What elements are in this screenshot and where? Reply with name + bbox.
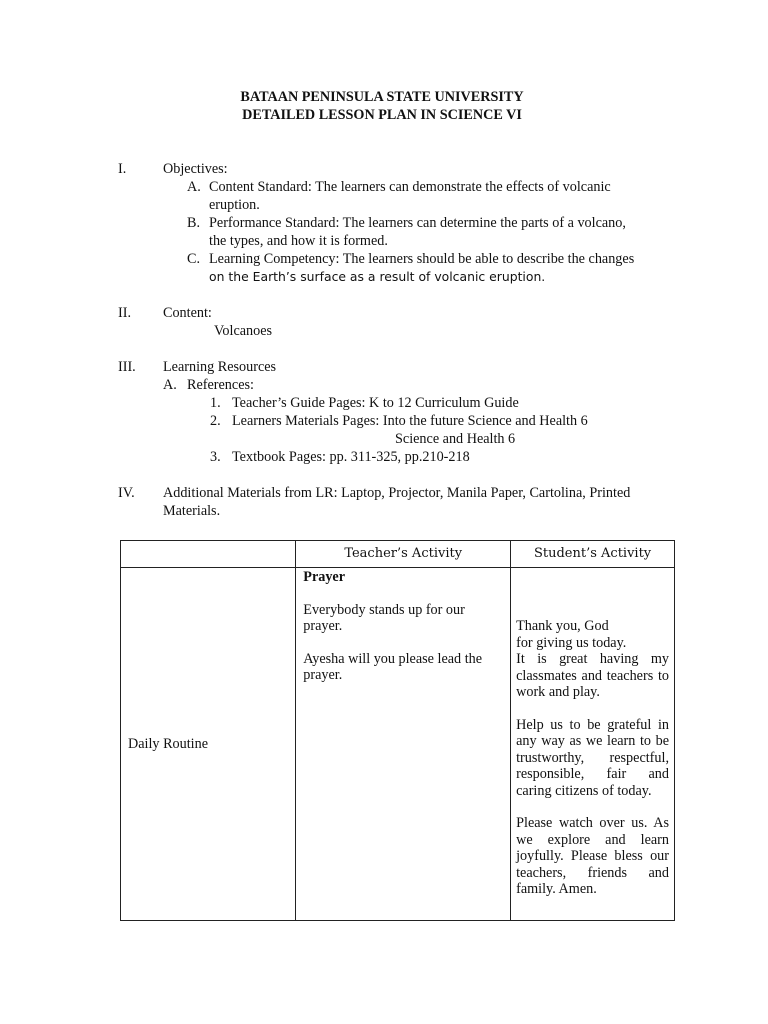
content-numeral: II.: [118, 305, 131, 321]
table-header-student: Student’s Activity: [511, 541, 675, 568]
objectives-title: Objectives:: [163, 161, 228, 177]
document-header: [0, 88, 768, 124]
objective-a-line2: eruption.: [209, 197, 260, 213]
materials-line2: Materials.: [163, 503, 221, 519]
reference-2-num: 2.: [210, 413, 221, 429]
table-header-teacher: Teacher’s Activity: [296, 541, 511, 568]
references-letter: A.: [163, 377, 177, 393]
row-label-daily-routine: Daily Routine: [121, 568, 296, 921]
objective-a-line1: Content Standard: The learners can demonstrate the effects of volcanic: [209, 179, 611, 195]
reference-2-text: Learners Materials Pages: Into the future Science and Health 6: [232, 413, 588, 429]
teacher-activity-para1: Everybody stands up for our prayer.: [303, 601, 465, 634]
reference-3-num: 3.: [210, 449, 221, 465]
table-row-daily-routine: [121, 568, 675, 921]
objective-a-letter: A.: [187, 179, 201, 195]
resources-numeral: III.: [118, 359, 136, 375]
objective-c-line2: on the Earth’s surface as a result of volcanic eruption.: [209, 269, 546, 284]
student-para2: Help us to be grateful in any way as we learn to be trustworthy, respectful, responsible, fair and caring citizens of today.: [516, 716, 669, 799]
reference-1-num: 1.: [210, 395, 221, 411]
objective-b-letter: B.: [187, 215, 201, 231]
teacher-activity-title: Prayer: [303, 569, 346, 585]
objective-b-line1: Performance Standard: The learners can determine the parts of a volcano,: [209, 215, 626, 231]
table-header-blank: [121, 541, 296, 568]
table-header-row: [121, 541, 675, 568]
materials-numeral: IV.: [118, 485, 135, 501]
materials-line1: Additional Materials from LR: Laptop, Projector, Manila Paper, Cartolina, Printed: [163, 485, 631, 501]
objective-c-line1: Learning Competency: The learners should be able to describe the changes: [209, 251, 635, 267]
student-para1-line1: Thank you, God: [516, 618, 609, 634]
teacher-activity-para2: Ayesha will you please lead the prayer.: [303, 650, 483, 683]
reference-2-continuation: Science and Health 6: [395, 431, 516, 447]
reference-3-text: Textbook Pages: pp. 311-325, pp.210-218: [232, 449, 470, 465]
reference-1-text: Teacher’s Guide Pages: K to 12 Curriculum Guide: [232, 395, 519, 411]
content-value: Volcanoes: [214, 323, 273, 339]
content-title: Content:: [163, 305, 212, 321]
objective-b-line2: the types, and how it is formed.: [209, 233, 388, 249]
references-title: References:: [187, 377, 254, 393]
objectives-numeral: I.: [118, 161, 127, 177]
student-activity-cell: [511, 568, 675, 921]
objective-c-letter: C.: [187, 251, 201, 267]
university-name: BATAAN PENINSULA STATE UNIVERSITY: [240, 89, 524, 105]
resources-title: Learning Resources: [163, 359, 277, 375]
teacher-activity-cell: [296, 568, 511, 921]
activity-table: [120, 540, 675, 921]
document-title: DETAILED LESSON PLAN IN SCIENCE VI: [242, 107, 522, 123]
student-para1-line2: for giving us today.: [516, 634, 627, 651]
student-para1-rest: It is great having my classmates and teachers to work and play.: [516, 651, 669, 700]
student-para3: Please watch over us. As we explore and learn joyfully. Please bless our teachers, friends and family. Amen.: [516, 815, 669, 897]
